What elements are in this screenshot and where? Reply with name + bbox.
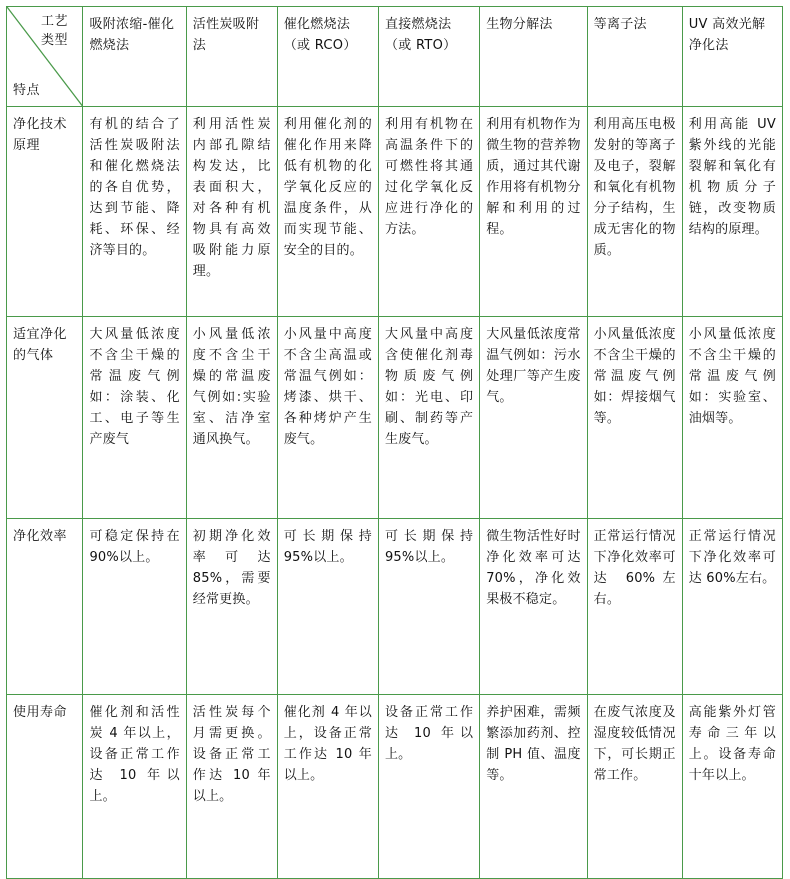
column-header-1: 活性炭吸附法 — [186, 7, 277, 107]
cell-r1-c6: 小风量低浓度不含尘干燥的常温废气例如：实验室、油烟等。 — [682, 317, 782, 519]
cell-r3-c4: 养护困难，需频繁添加药剂、控制 PH 值、温度等。 — [480, 695, 587, 879]
column-header-4: 生物分解法 — [480, 7, 587, 107]
cell-r1-c5: 小风量低浓度不含尘干燥的常温废气例如：焊接烟气等。 — [587, 317, 682, 519]
cell-r2-c1: 初期净化效率可达 85%，需要经常更换。 — [186, 519, 277, 695]
row-header-2: 净化效率 — [7, 519, 83, 695]
column-header-2: 催化燃烧法（或 RCO） — [277, 7, 378, 107]
table-corner-header — [7, 7, 83, 107]
cell-r1-c1: 小风量低浓度不含尘干燥的常温废气例如:实验室、洁净室通风换气。 — [186, 317, 277, 519]
column-header-0: 吸附浓缩-催化燃烧法 — [83, 7, 186, 107]
cell-r2-c2: 可长期保持 95%以上。 — [277, 519, 378, 695]
cell-r1-c0: 大风量低浓度不含尘干燥的常温废气例如：涂装、化工、电子等生产废气 — [83, 317, 186, 519]
column-header-6: UV 高效光解净化法 — [682, 7, 782, 107]
column-header-5: 等离子法 — [587, 7, 682, 107]
cell-r0-c5: 利用高压电极发射的等离子及电子，裂解和氧化有机物分子结构，生成无害化的物质。 — [587, 107, 682, 317]
cell-r2-c6: 正常运行情况下净化效率可达 60%左右。 — [682, 519, 782, 695]
cell-r2-c5: 正常运行情况下净化效率可达 60%左右。 — [587, 519, 682, 695]
cell-r3-c6: 高能紫外灯管寿命三年以上。设备寿命十年以上。 — [682, 695, 782, 879]
table-row — [7, 695, 783, 879]
cell-r0-c4: 利用有机物作为微生物的营养物质，通过其代谢作用将有机物分解和利用的过程。 — [480, 107, 587, 317]
cell-r0-c2: 利用催化剂的催化作用来降低有机物的化学氧化反应的温度条件，从而实现节能、安全的目的。 — [277, 107, 378, 317]
cell-r3-c0: 催化剂和活性炭 4 年以上，设备正常工作达 10 年以上。 — [83, 695, 186, 879]
cell-r3-c3: 设备正常工作达 10 年以上。 — [378, 695, 479, 879]
corner-label-feature: 特点 — [13, 83, 41, 98]
process-comparison-table — [6, 6, 783, 879]
cell-r3-c5: 在废气浓度及湿度较低情况下，可长期正常工作。 — [587, 695, 682, 879]
cell-r0-c6: 利用高能 UV 紫外线的光能裂解和氧化有机物质分子链，改变物质结构的原理。 — [682, 107, 782, 317]
row-header-1: 适宜净化的气体 — [7, 317, 83, 519]
cell-r1-c4: 大风量低浓度常温气例如：污水处理厂等产生废气。 — [480, 317, 587, 519]
cell-r2-c4: 微生物活性好时净化效率可达 70%，净化效果极不稳定。 — [480, 519, 587, 695]
cell-r0-c3: 利用有机物在高温条件下的可燃性将其通过化学氧化反应进行净化的方法。 — [378, 107, 479, 317]
column-header-3: 直接燃烧法（或 RTO） — [378, 7, 479, 107]
cell-r0-c1: 利用活性炭内部孔隙结构发达，比表面积大，对各种有机物具有高效吸附能力原理。 — [186, 107, 277, 317]
table-row — [7, 107, 783, 317]
corner-label-process-type: 工艺 类型 — [40, 14, 68, 48]
cell-r1-c3: 大风量中高度含使催化剂毒物质废气例如：光电、印刷、制药等产生废气。 — [378, 317, 479, 519]
row-header-0: 净化技术原理 — [7, 107, 83, 317]
table-row — [7, 317, 783, 519]
table-row — [7, 519, 783, 695]
cell-r2-c3: 可长期保持 95%以上。 — [378, 519, 479, 695]
cell-r2-c0: 可稳定保持在 90%以上。 — [83, 519, 186, 695]
row-header-3: 使用寿命 — [7, 695, 83, 879]
cell-r1-c2: 小风量中高度不含尘高温或常温气例如：烤漆、烘干、各种烤炉产生废气。 — [277, 317, 378, 519]
cell-r3-c2: 催化剂 4 年以上，设备正常工作达 10 年以上。 — [277, 695, 378, 879]
cell-r0-c0: 有机的结合了活性炭吸附法和催化燃烧法的各自优势，达到节能、降耗、环保、经济等目的。 — [83, 107, 186, 317]
cell-r3-c1: 活性炭每个月需更换。设备正常工作达 10 年以上。 — [186, 695, 277, 879]
